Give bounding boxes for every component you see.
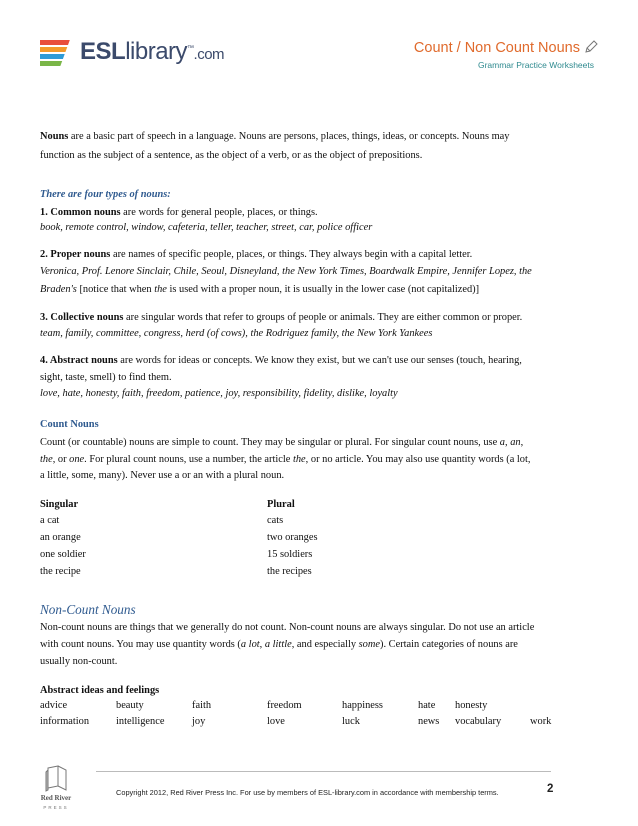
noncount-word: vocabulary (455, 716, 502, 727)
logo-tm: ™ (187, 45, 194, 52)
noncount-word: luck (342, 716, 360, 727)
noncount-word: freedom (267, 700, 302, 711)
types-heading: There are four types of nouns: (40, 189, 171, 200)
abstract-nouns-examples: love, hate, honesty, faith, freedom, patience, joy, responsibility, fidelity, dislike, loyalty (40, 388, 398, 399)
count-line-1: Count (or countable) nouns are simple to count. They may be singular or plural. For singular count nouns, use a, an, (40, 437, 524, 448)
noncount-word: honesty (455, 700, 488, 711)
noncount-word: joy (192, 716, 206, 727)
singular-item: one soldier (40, 549, 86, 560)
noncount-word: hate (418, 700, 436, 711)
singular-item: an orange (40, 532, 81, 543)
abstract-ideas-header: Abstract ideas and feelings (40, 685, 160, 696)
logo-library: library (125, 38, 188, 65)
intro-line-2: function as the subject of a sentence, as the object of a verb, or as the object of prepositions. (40, 150, 423, 161)
plural-item: 15 soldiers (267, 549, 313, 560)
logo-com: .com (193, 46, 225, 63)
singular-item: the recipe (40, 566, 81, 577)
book-stack-icon (40, 40, 70, 66)
noncount-line-2: with count nouns. You may use quantity words (a lot, a little, and especially some). Certain categories of nouns are (40, 639, 518, 650)
singular-header: Singular (40, 499, 79, 510)
collective-nouns-def: 3. Collective nouns are singular words that refer to groups of people or animals. They are either common or proper. (40, 312, 523, 323)
noncount-word: information (40, 716, 90, 727)
page-number: 2 (547, 783, 554, 795)
noncount-line-1: Non-count nouns are things that we generally do not count. Non-count nouns are always singular. Do not use an article (40, 622, 535, 633)
collective-nouns-examples: team, family, committee, congress, herd (of cows), the Rodriguez family, the New York Yankees (40, 328, 433, 339)
count-line-2: the, or one. For plural count nouns, use a number, the article the, or no article. You may also use quantity words (a lot, (40, 454, 531, 465)
singular-item: a cat (40, 515, 60, 526)
proper-nouns-def: 2. Proper nouns are names of specific people, places, or things. They always begin with a capital letter. (40, 249, 473, 260)
count-line-3: a little, some, many). Never use a or an with a plural noun. (40, 470, 285, 481)
plural-item: two oranges (267, 532, 318, 543)
book-icon (46, 766, 66, 791)
logo-wordmark (80, 38, 224, 66)
noncount-word: faith (192, 700, 212, 711)
count-nouns-heading: Count Nouns (40, 419, 99, 430)
plural-header: Plural (267, 499, 295, 510)
noncount-heading: Non-Count Nouns (40, 602, 136, 617)
abstract-nouns-def-2: sight, taste, smell) to find them. (40, 372, 172, 383)
abstract-nouns-def: 4. Abstract nouns are words for ideas or concepts. We know they exist, but we can't use our senses (touch, hearing, (40, 355, 522, 366)
pencil-icon (584, 40, 598, 54)
red-river-press-logo (36, 764, 76, 814)
publisher-sub: PRESS (43, 805, 69, 810)
noncount-word: advice (40, 700, 68, 711)
plural-item: the recipes (267, 566, 312, 577)
proper-nouns-examples-2: Braden's [notice that when the is used with a proper noun, it is usually in the lower case (not capitalized)] (40, 284, 480, 295)
noncount-line-3: usually non-count. (40, 656, 118, 667)
worksheet-subtitle: Grammar Practice Worksheets (477, 60, 594, 70)
intro-line-1: Nouns are a basic part of speech in a language. Nouns are persons, places, things, ideas, or concepts. Nouns may (40, 131, 510, 142)
noncount-word: news (418, 716, 440, 727)
noncount-word: love (267, 716, 285, 727)
noncount-word: intelligence (116, 716, 165, 727)
publisher-name: Red River (40, 794, 72, 802)
logo-esl: ESL (80, 38, 126, 65)
worksheet-title: Count / Non Count Nouns (414, 40, 598, 56)
noncount-word: work (530, 716, 552, 727)
common-nouns-examples: book, remote control, window, cafeteria, teller, teacher, street, car, police officer (40, 222, 373, 233)
proper-nouns-examples-1: Veronica, Prof. Lenore Sinclair, Chile, Seoul, Disneyland, the New York Times, Boardwalk Empire, Jennifer Lopez, the (40, 266, 532, 277)
noncount-word: happiness (342, 700, 383, 711)
noncount-word: beauty (116, 700, 144, 711)
plural-item: cats (267, 515, 284, 526)
copyright-text: Copyright 2012, Red River Press Inc. For use by members of ESL-library.com in accordance with membership terms. (116, 788, 499, 797)
footer-divider (96, 771, 551, 772)
common-nouns-def: 1. Common nouns are words for general people, places, or things. (40, 207, 318, 218)
